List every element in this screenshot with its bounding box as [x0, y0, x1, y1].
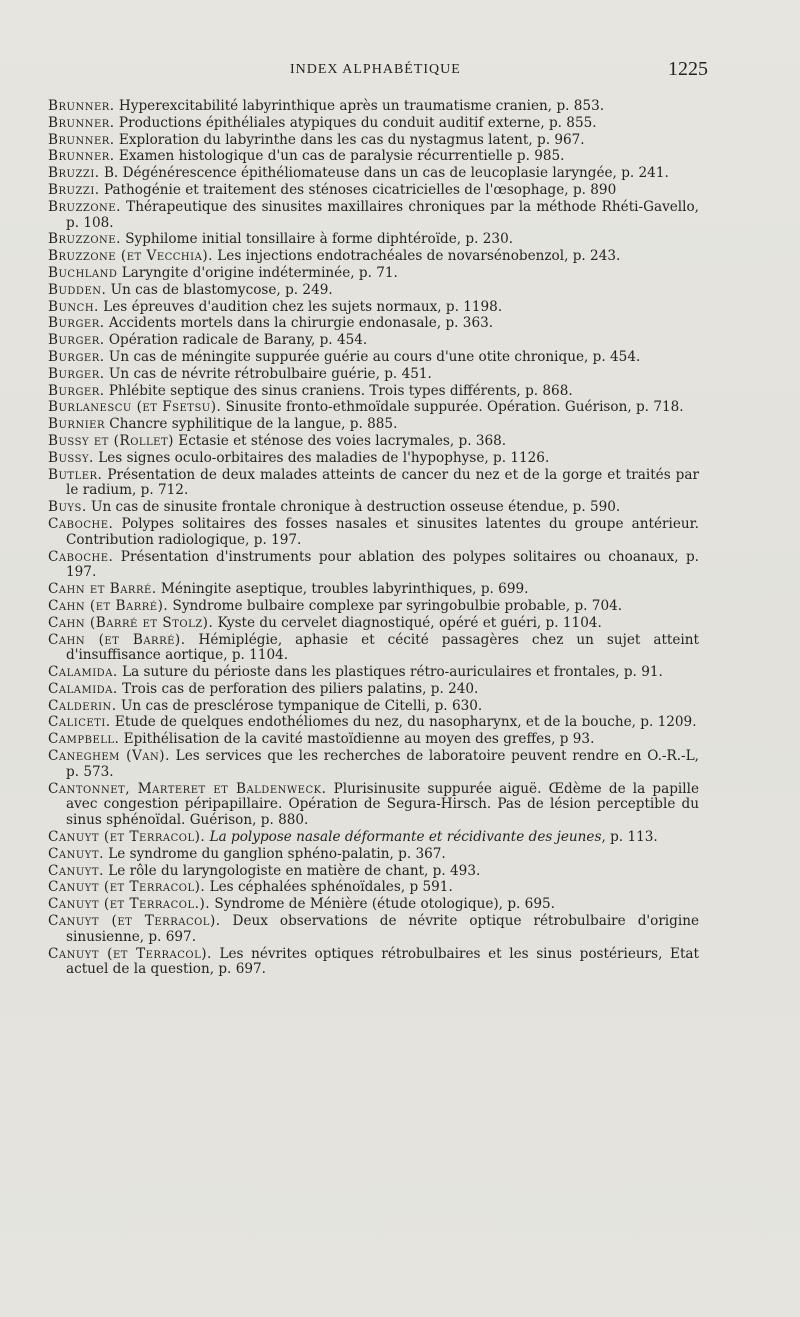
entry-text: Pathogénie et traitement des sténoses cicatricielles de l'œsophage, p. 890 — [99, 181, 617, 198]
index-entry — [48, 434, 699, 450]
index-entry — [48, 782, 699, 829]
entry-author: Butler. — [48, 466, 103, 483]
entry-text: Plurisinusite suppurée aiguë. Œdème de la papille avec congestion péripapillaire. Opération de Segura-Hirsch. Pas de lésion perceptible du sinus sphénoïdal. Guérison, p. 880. — [66, 780, 699, 829]
entry-text: Kyste du cervelet diagnostiqué, opéré et guéri, p. 1104. — [213, 614, 602, 631]
index-entry — [48, 616, 699, 632]
index-entry — [48, 947, 699, 979]
index-entry — [48, 847, 699, 863]
entry-author: Canuyt (et Terracol). — [48, 913, 221, 930]
entry-author: Burnier — [48, 416, 105, 433]
entry-author: Bruzzone. — [48, 198, 121, 215]
entry-title-italic: La polypose nasale déformante et récidivante des jeunes — [209, 829, 602, 846]
index-entry — [48, 451, 699, 467]
entry-author: Bruzzi. — [48, 165, 100, 182]
entry-text: Méningite aseptique, troubles labyrinthiques, p. 699. — [156, 581, 529, 598]
entry-author: Brunner. — [48, 98, 115, 114]
entry-text: Chancre syphilitique de la langue, p. 885. — [104, 416, 398, 433]
index-entry — [48, 830, 699, 846]
entry-text: B. Dégénérescence épithéliomateuse dans un cas de leucoplasie laryngée, p. 241. — [99, 165, 669, 182]
entry-text: Examen histologique d'un cas de paralysie récurrentielle p. 985. — [114, 148, 565, 165]
index-entry — [48, 400, 699, 416]
entry-author: Brunner. — [48, 148, 115, 165]
index-entry — [48, 367, 699, 383]
index-entry — [48, 200, 699, 232]
entry-author: Burger. — [48, 365, 105, 382]
entry-text: Présentation d'instruments pour ablation des polypes solitaires ou choanaux, p. 197. — [66, 548, 699, 581]
page-header — [48, 58, 708, 86]
running-title: INDEX ALPHABÉTIQUE — [290, 62, 461, 77]
entry-author: Caneghem (Van). — [48, 748, 170, 765]
entry-author: Burger. — [48, 332, 105, 349]
entry-text: Les signes oculo-orbitaires des maladies de l'hypophyse, p. 1126. — [93, 449, 550, 466]
entry-author: Buchland — [48, 264, 118, 281]
index-entry — [48, 897, 699, 913]
entry-text: Les céphalées sphénoïdales, p 591. — [205, 879, 453, 896]
index-entry — [48, 682, 699, 698]
entry-author: Caboche. — [48, 548, 114, 565]
index-entry — [48, 550, 699, 582]
index-entry — [48, 316, 699, 332]
index-entry — [48, 880, 699, 896]
entry-text: Epithélisation de la cavité mastoïdienne au moyen des greffes, p 93. — [119, 731, 595, 748]
entry-text: Les névrites optiques rétrobulbaires et les sinus postérieurs, Etat actuel de la question, p. 697. — [66, 945, 699, 978]
entry-text: Le rôle du laryngologiste en matière de chant, p. 493. — [103, 862, 481, 879]
entry-author: Budden. — [48, 281, 107, 298]
entry-text: Un cas de blastomycose, p. 249. — [106, 281, 333, 298]
entry-text: Accidents mortels dans la chirurgie endonasale, p. 363. — [104, 315, 494, 332]
index-entry — [48, 249, 699, 265]
index-entry — [48, 283, 699, 299]
entry-author: Cahn et Barré. — [48, 581, 157, 598]
entry-text: Exploration du labyrinthe dans les cas du nystagmus latent, p. 967. — [114, 131, 585, 148]
entry-author: Brunner. — [48, 114, 115, 131]
entry-page-ref: , p. 113. — [601, 829, 658, 846]
entry-text: Un cas de méningite suppurée guérie au cours d'une otite chronique, p. 454. — [104, 348, 641, 365]
index-entry — [48, 732, 699, 748]
index-entry — [48, 149, 699, 165]
index-entry — [48, 599, 699, 615]
entry-text: Productions épithéliales atypiques du conduit auditif externe, p. 855. — [114, 114, 597, 131]
entry-author: Burger. — [48, 348, 105, 365]
entry-text: Thérapeutique des sinusites maxillaires chroniques par la méthode Rhéti-Gavello, p. 108. — [66, 198, 699, 231]
index-entry — [48, 715, 699, 731]
entry-author: Cantonnet, Marteret et Baldenweck. — [48, 780, 327, 797]
index-entry — [48, 384, 699, 400]
entry-author: Caliceti. — [48, 714, 111, 731]
entry-author: Burger. — [48, 382, 105, 399]
entry-author: Canuyt (et Terracol). — [48, 829, 206, 846]
entry-author: Bunch. — [48, 298, 99, 315]
page-number: 1225 — [668, 58, 708, 80]
entry-text: Les services que les recherches de laboratoire peuvent rendre en O.-R.-L, p. 573. — [66, 748, 699, 780]
entry-text: Un cas de sinusite frontale chronique à destruction osseuse étendue, p. 590. — [86, 499, 621, 516]
entry-text: Opération radicale de Barany, p. 454. — [104, 332, 368, 349]
index-entry — [48, 232, 699, 248]
entry-author: Caboche. — [48, 515, 114, 532]
index-entry — [48, 417, 699, 433]
entry-text: Les injections endotrachéales de novarsénobenzol, p. 243. — [212, 248, 621, 265]
index-entry — [48, 166, 699, 182]
index-entry — [48, 133, 699, 149]
index-entry — [48, 99, 699, 115]
entry-author: Canuyt. — [48, 845, 104, 862]
index-entry — [48, 517, 699, 549]
entry-author: Canuyt. — [48, 862, 104, 879]
entry-text: Trois cas de perforation des piliers palatins, p. 240. — [117, 680, 479, 697]
entry-author: Buys. — [48, 499, 87, 516]
index-entry — [48, 350, 699, 366]
entry-author: Calamida. — [48, 664, 118, 681]
entry-text: Syndrome de Ménière (étude otologique), p. 695. — [210, 896, 555, 913]
index-entry — [48, 500, 699, 516]
entry-text: Phlébite septique des sinus craniens. Trois types différents, p. 868. — [104, 382, 573, 399]
entry-text: Un cas de presclérose tympanique de Citelli, p. 630. — [116, 697, 483, 714]
entry-author: Cahn (Barré et Stolz). — [48, 614, 214, 631]
entry-author: Bussy. — [48, 449, 94, 466]
entry-author: Canuyt (et Terracol.). — [48, 896, 211, 913]
entry-text: Hyperexcitabilité labyrinthique après un traumatisme cranien, p. 853. — [114, 98, 605, 114]
entry-text: Les épreuves d'audition chez les sujets normaux, p. 1198. — [98, 298, 503, 315]
entry-text: Le syndrome du ganglion sphéno-palatin, p. 367. — [103, 845, 446, 862]
entry-author: Bruzzone. — [48, 231, 121, 248]
entry-text: Hémiplégie, aphasie et cécité passagères chez un sujet atteint d'insuffisance aortique, p. 1104. — [66, 631, 699, 664]
entry-author: Calamida. — [48, 680, 118, 697]
entry-text: Deux observations de névrite optique rétrobulbaire d'origine sinusienne, p. 697. — [66, 913, 700, 945]
index-entry — [48, 116, 699, 132]
index-entry — [48, 864, 699, 880]
index-entry — [48, 914, 699, 946]
index-entry — [48, 300, 699, 316]
entry-author: Cahn (et Barré). — [48, 597, 169, 614]
index-entry — [48, 582, 699, 598]
entry-author: Campbell. — [48, 731, 120, 748]
index-entry — [48, 699, 699, 715]
entry-author: Cahn (et Barré). — [48, 631, 186, 648]
entry-text: Syphilome initial tonsillaire à forme diphtéroïde, p. 230. — [120, 231, 514, 248]
entry-author: Bruzzone (et Vecchia). — [48, 248, 213, 265]
entry-author: Bruzzi. — [48, 181, 100, 198]
entry-author: Burger. — [48, 315, 105, 332]
index-entry — [48, 633, 699, 665]
entry-text: Ectasie et sténose des voies lacrymales, p. 368. — [173, 432, 507, 449]
entry-author: Burlanescu (et Fsetsu). — [48, 399, 222, 416]
entry-text: Laryngite d'origine indéterminée, p. 71. — [117, 264, 398, 281]
index-entry — [48, 749, 699, 781]
index-entry — [48, 266, 699, 282]
entry-author: Canuyt (et Terracol). — [48, 879, 206, 896]
entry-author: Calderin. — [48, 697, 117, 714]
index-entries — [48, 99, 699, 979]
entry-text: Présentation de deux malades atteints de cancer du nez et de la gorge et traités par le radium, p. 712. — [66, 466, 699, 499]
index-entry — [48, 665, 699, 681]
index-entry — [48, 333, 699, 349]
entry-author: Bussy et (Rollet) — [48, 432, 174, 449]
entry-text: Sinusite fronto-ethmoïdale suppurée. Opération. Guérison, p. 718. — [221, 399, 684, 416]
entry-author: Brunner. — [48, 131, 115, 148]
entry-text: La suture du périoste dans les plastiques rétro-auriculaires et frontales, p. 91. — [117, 664, 663, 681]
entry-text: Syndrome bulbaire complexe par syringobulbie probable, p. 704. — [168, 597, 623, 614]
entry-author: Canuyt (et Terracol). — [48, 945, 212, 962]
entry-text: Un cas de névrite rétrobulbaire guérie, p. 451. — [104, 365, 432, 382]
index-entry — [48, 468, 699, 500]
entry-text: Etude de quelques endothéliomes du nez, du nasopharynx, et de la bouche, p. 1209. — [110, 714, 697, 731]
index-entry — [48, 183, 699, 199]
entry-text: Polypes solitaires des fosses nasales et sinusites latentes du groupe antérieur. Contribution radiologique, p. 197. — [66, 515, 699, 548]
